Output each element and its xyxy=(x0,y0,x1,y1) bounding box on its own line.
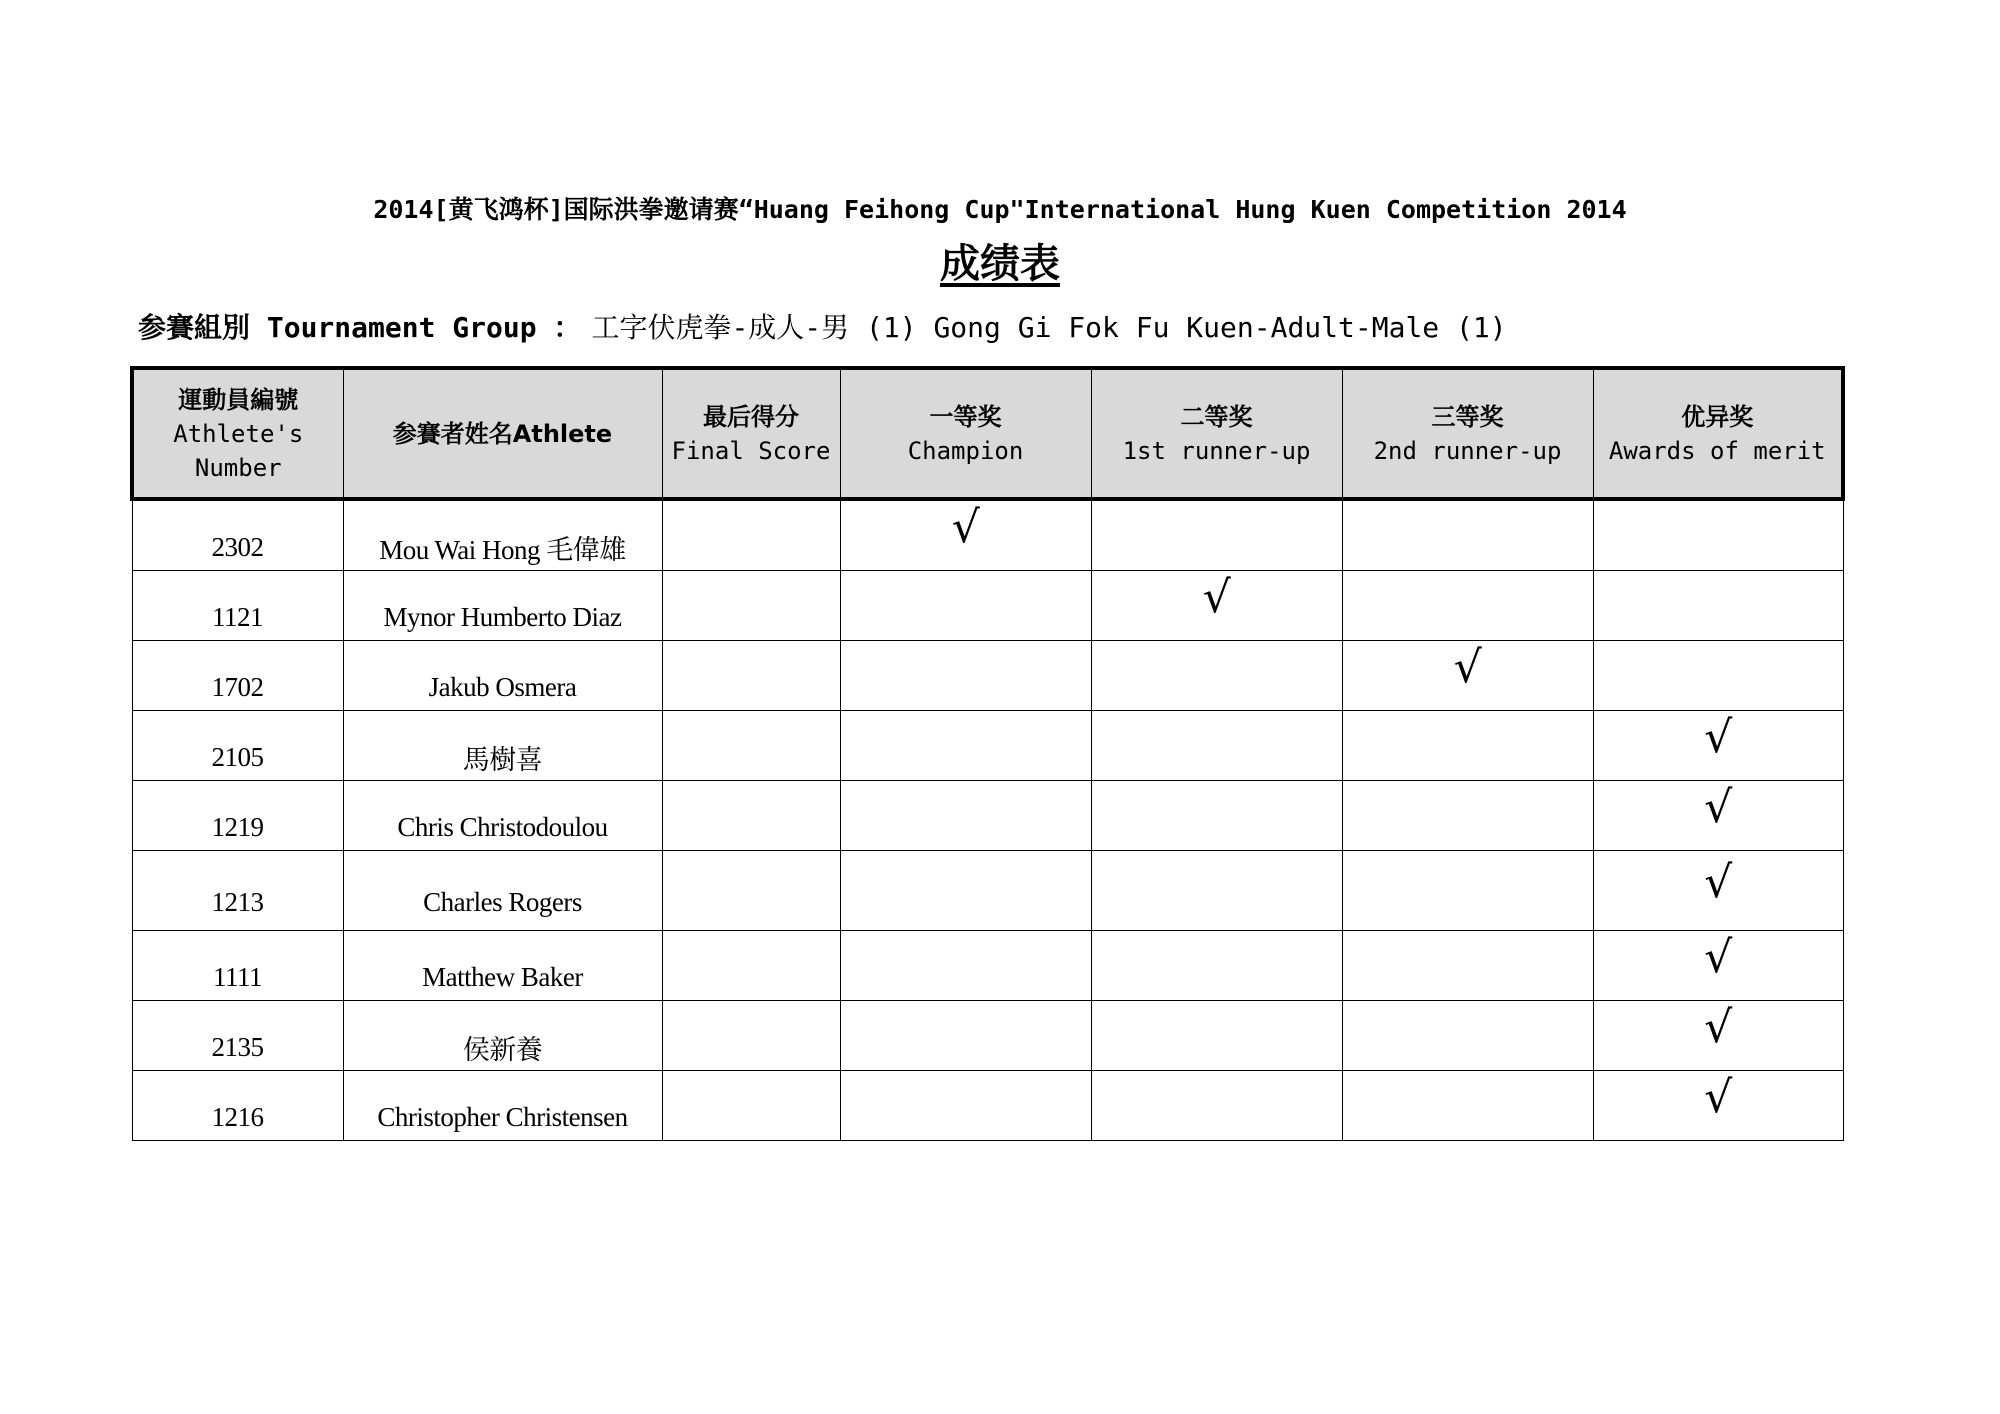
table-row xyxy=(132,641,1843,711)
header-athlete-number xyxy=(132,368,343,499)
athlete-name: Jakub Osmera xyxy=(428,672,577,702)
header-final-score xyxy=(662,368,840,499)
first-runner-up-cell xyxy=(1091,851,1342,931)
athlete-name: Chris Christodoulou xyxy=(397,812,608,842)
athlete-name: Mynor Humberto Diaz xyxy=(383,602,622,632)
merit-cell xyxy=(1593,931,1843,1001)
document-title: 2014[黄飞鸿杯]国际洪拳邀请赛“Huang Feihong Cup"International Hung Kuen Competition 2014 xyxy=(373,195,1627,224)
checkmark-icon: √ xyxy=(1704,856,1732,908)
second-runner-up-cell xyxy=(1342,851,1593,931)
checkmark-icon: √ xyxy=(1704,711,1732,763)
checkmark-icon: √ xyxy=(1704,931,1732,983)
second-runner-up-cell xyxy=(1342,641,1593,711)
athlete-number: 2135 xyxy=(211,1032,264,1062)
checkmark-icon: √ xyxy=(1704,1001,1732,1053)
final-score-cell xyxy=(662,931,840,1001)
second-runner-up-cell xyxy=(1342,931,1593,1001)
header-final-score-en: Final Score xyxy=(671,436,831,465)
athlete-number-cell xyxy=(132,641,343,711)
champion-cell xyxy=(840,851,1091,931)
header-champion-en: Champion xyxy=(907,436,1024,465)
header-first-runner-up-cn: 二等奖 xyxy=(1180,402,1253,431)
header-champion-cn: 一等奖 xyxy=(929,402,1002,431)
athlete-number: 2302 xyxy=(211,532,264,562)
tournament-group-line xyxy=(138,306,1507,346)
athlete-number: 1121 xyxy=(212,602,263,632)
header-first-runner-up xyxy=(1091,368,1342,499)
header-athlete-name xyxy=(343,368,662,499)
table-row xyxy=(132,851,1843,931)
athlete-name-cell xyxy=(343,1001,662,1071)
header-first-runner-up-en: 1st runner-up xyxy=(1122,436,1311,465)
header-athlete-name-cn: 参賽者姓名Athlete xyxy=(392,419,613,448)
champion-cell xyxy=(840,781,1091,851)
first-runner-up-cell xyxy=(1091,1001,1342,1071)
athlete-number: 1213 xyxy=(211,887,264,917)
table-row xyxy=(132,931,1843,1001)
athlete-name-cell xyxy=(343,781,662,851)
merit-cell xyxy=(1593,499,1843,571)
table-row xyxy=(132,711,1843,781)
athlete-number: 1702 xyxy=(211,672,264,702)
merit-cell xyxy=(1593,1071,1843,1141)
final-score-cell xyxy=(662,851,840,931)
results-table-header xyxy=(132,368,1843,499)
checkmark-icon: √ xyxy=(1202,571,1231,623)
header-athlete-number-en: Athlete's Number xyxy=(173,419,304,482)
champion-cell xyxy=(840,571,1091,641)
athlete-number-cell xyxy=(132,1001,343,1071)
second-runner-up-cell xyxy=(1342,781,1593,851)
header-second-runner-up xyxy=(1342,368,1593,499)
header-awards-of-merit-en: Awards of merit xyxy=(1608,436,1826,465)
athlete-number-cell xyxy=(132,499,343,571)
final-score-cell xyxy=(662,571,840,641)
table-row xyxy=(132,571,1843,641)
champion-cell xyxy=(840,1001,1091,1071)
athlete-name: 馬樹喜 xyxy=(462,745,543,775)
document-subtitle: 成绩表 xyxy=(940,241,1060,287)
athlete-number-cell xyxy=(132,711,343,781)
results-table-body xyxy=(132,499,1843,1141)
athlete-number-cell xyxy=(132,851,343,931)
champion-cell xyxy=(840,641,1091,711)
table-row xyxy=(132,1001,1843,1071)
final-score-cell xyxy=(662,781,840,851)
table-row xyxy=(132,499,1843,571)
first-runner-up-cell xyxy=(1091,641,1342,711)
athlete-number: 1216 xyxy=(211,1102,264,1132)
merit-cell xyxy=(1593,641,1843,711)
merit-cell xyxy=(1593,711,1843,781)
athlete-number: 2105 xyxy=(211,742,264,772)
champion-cell xyxy=(840,711,1091,781)
table-row xyxy=(132,781,1843,851)
athlete-name-cell xyxy=(343,711,662,781)
second-runner-up-cell xyxy=(1342,571,1593,641)
athlete-name: Charles Rogers xyxy=(423,887,582,917)
merit-cell xyxy=(1593,851,1843,931)
tournament-group-label: 参賽組別 Tournament Group ： xyxy=(138,311,582,344)
header-row xyxy=(132,368,1843,499)
athlete-name: 侯新養 xyxy=(462,1035,543,1065)
athlete-name-cell xyxy=(343,1071,662,1141)
champion-cell xyxy=(840,1071,1091,1141)
athlete-name-cell xyxy=(343,931,662,1001)
athlete-name-cell xyxy=(343,851,662,931)
first-runner-up-cell xyxy=(1091,781,1342,851)
first-runner-up-cell xyxy=(1091,571,1342,641)
athlete-name-cell xyxy=(343,499,662,571)
athlete-number-cell xyxy=(132,571,343,641)
merit-cell xyxy=(1593,1001,1843,1071)
athlete-number: 1219 xyxy=(211,812,264,842)
checkmark-icon: √ xyxy=(1704,1071,1732,1123)
first-runner-up-cell xyxy=(1091,499,1342,571)
header-second-runner-up-en: 2nd runner-up xyxy=(1373,436,1562,465)
final-score-cell xyxy=(662,641,840,711)
header-awards-of-merit xyxy=(1593,368,1843,499)
athlete-name: Mou Wai Hong 毛偉雄 xyxy=(379,535,626,565)
athlete-number: 1111 xyxy=(213,962,262,992)
first-runner-up-cell xyxy=(1091,711,1342,781)
tournament-group-value: 工字伏虎拳-成人-男 (1) Gong Gi Fok Fu Kuen-Adult-Male (1) xyxy=(591,311,1507,344)
final-score-cell xyxy=(662,1071,840,1141)
second-runner-up-cell xyxy=(1342,499,1593,571)
second-runner-up-cell xyxy=(1342,711,1593,781)
header-athlete-number-cn: 運動員編號 xyxy=(178,385,299,414)
final-score-cell xyxy=(662,499,840,571)
second-runner-up-cell xyxy=(1342,1001,1593,1071)
merit-cell xyxy=(1593,571,1843,641)
athlete-name-cell xyxy=(343,571,662,641)
first-runner-up-cell xyxy=(1091,1071,1342,1141)
header-second-runner-up-cn: 三等奖 xyxy=(1431,402,1504,431)
checkmark-icon: √ xyxy=(1453,641,1482,693)
checkmark-icon: √ xyxy=(1704,781,1732,833)
athlete-number-cell xyxy=(132,1071,343,1141)
athlete-number-cell xyxy=(132,931,343,1001)
header-final-score-cn: 最后得分 xyxy=(703,402,799,431)
final-score-cell xyxy=(662,1001,840,1071)
athlete-name: Christopher Christensen xyxy=(377,1102,628,1132)
header-awards-of-merit-cn: 优异奖 xyxy=(1681,402,1754,431)
first-runner-up-cell xyxy=(1091,931,1342,1001)
results-table xyxy=(130,366,1845,1141)
second-runner-up-cell xyxy=(1342,1071,1593,1141)
athlete-name: Matthew Baker xyxy=(422,962,583,992)
champion-cell xyxy=(840,931,1091,1001)
athlete-number-cell xyxy=(132,781,343,851)
champion-cell xyxy=(840,499,1091,571)
merit-cell xyxy=(1593,781,1843,851)
final-score-cell xyxy=(662,711,840,781)
header-champion xyxy=(840,368,1091,499)
checkmark-icon: √ xyxy=(951,501,980,553)
table-row xyxy=(132,1071,1843,1141)
athlete-name-cell xyxy=(343,641,662,711)
